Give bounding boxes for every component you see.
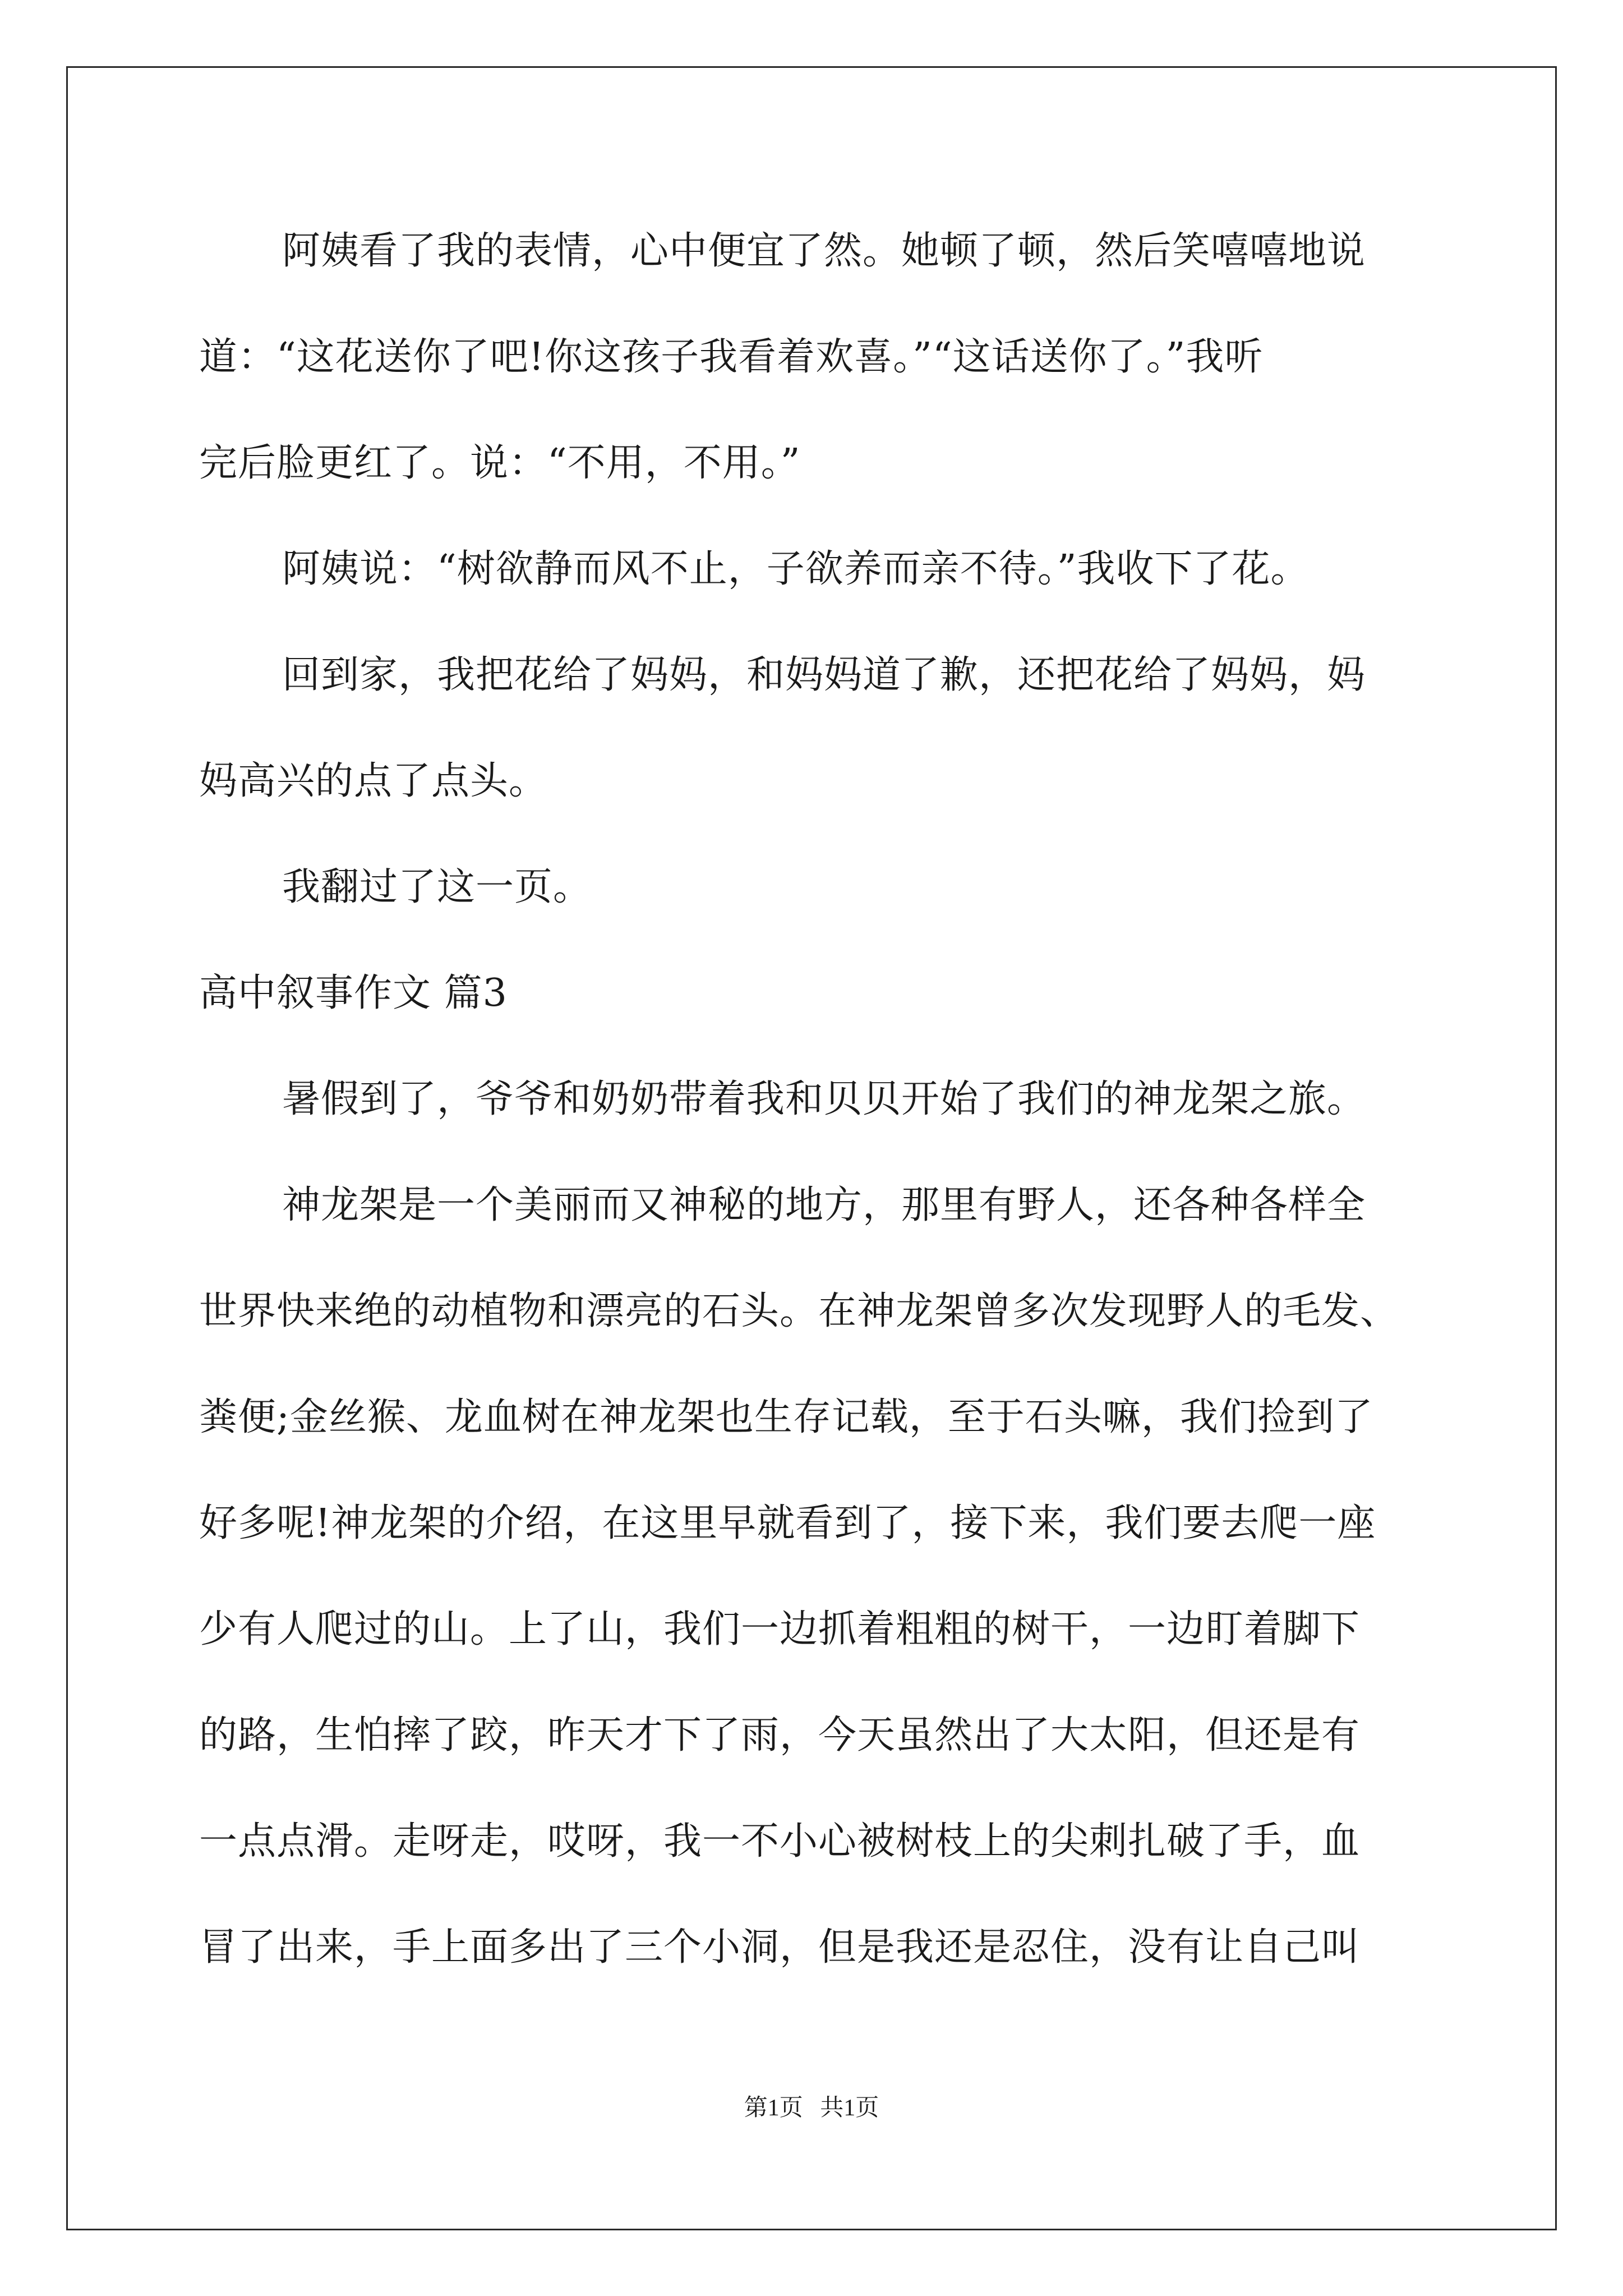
paragraph-line: 我翻过了这一页。 bbox=[282, 865, 592, 909]
paragraph-line: 回到家，我把花给了妈妈，和妈妈道了歉，还把花给了妈妈，妈 bbox=[282, 653, 1366, 697]
paragraph-line: 少有人爬过的山。上了山，我们一边抓着粗粗的树干，一边盯着脚下 bbox=[199, 1607, 1361, 1651]
paragraph-line: 粪便;金丝猴、龙血树在神龙架也生存记载，至于石头嘛，我们捡到了 bbox=[199, 1395, 1373, 1439]
paragraph-line: 冒了出来，手上面多出了三个小洞，但是我还是忍住，没有让自己叫 bbox=[199, 1925, 1361, 1970]
page-footer bbox=[0, 2094, 1623, 2122]
section-heading: 高中叙事作文 篇3 bbox=[199, 971, 508, 1015]
paragraph-line: 阿姨看了我的表情，心中便宜了然。她顿了顿，然后笑嘻嘻地说 bbox=[282, 229, 1366, 273]
paragraph-line: 道：“这花送你了吧!你这孩子我看着欢喜。”“这话送你了。”我听 bbox=[199, 335, 1264, 379]
page-total: 共1页 bbox=[820, 2095, 879, 2121]
paragraph-line: 完后脸更红了。说：“不用，不用。” bbox=[199, 441, 801, 485]
paragraph-line: 世界快来绝的动植物和漂亮的石头。在神龙架曾多次发现野人的毛发、 bbox=[199, 1289, 1399, 1333]
paragraph-line: 神龙架是一个美丽而又神秘的地方，那里有野人，还各种各样全 bbox=[282, 1183, 1366, 1227]
paragraph-line: 一点点滑。走呀走，哎呀，我一不小心被树枝上的尖刺扎破了手，血 bbox=[199, 1819, 1361, 1864]
paragraph-line: 妈高兴的点了点头。 bbox=[199, 759, 548, 803]
paragraph-line: 好多呢!神龙架的介绍，在这里早就看到了，接下来，我们要去爬一座 bbox=[199, 1501, 1376, 1545]
page-number: 第1页 bbox=[744, 2095, 803, 2121]
paragraph-line: 暑假到了，爷爷和奶奶带着我和贝贝开始了我们的神龙架之旅。 bbox=[282, 1077, 1366, 1121]
paragraph-line: 阿姨说：“树欲静而风不止，子欲养而亲不待。”我收下了花。 bbox=[282, 547, 1310, 591]
paragraph-line: 的路，生怕摔了跤，昨天才下了雨，今天虽然出了大太阳，但还是有 bbox=[199, 1713, 1361, 1757]
page-border bbox=[66, 66, 1557, 2230]
